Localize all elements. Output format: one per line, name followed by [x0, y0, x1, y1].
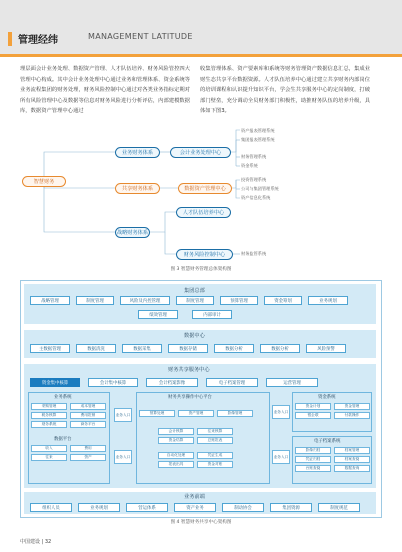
fig3-item: 投资管理系统 [241, 177, 267, 182]
fig4-archive-item: 凭证归档 [295, 456, 331, 463]
fig4-fund-title: 资金系统 [318, 395, 336, 400]
fig4-entry: 业务入口 [272, 450, 290, 464]
fig4-dp-item: 资产 [70, 454, 106, 461]
section-title: 管理经纬 [18, 35, 58, 46]
fig3-branch-share: 共享财务体系 [115, 183, 160, 194]
fig4-fund-item: 付款操作 [334, 412, 370, 419]
fig4-share-item: 运营管理 [266, 378, 318, 387]
fig4-share-item: 会计集中核算 [88, 378, 138, 387]
fig4-hq-item: 战略管理 [30, 296, 70, 305]
fig3-item: 资金系统 [241, 163, 258, 168]
fig3-item: 公司与集团管理系统 [241, 186, 279, 191]
fig4-hq-item: 资金筹划 [264, 296, 302, 305]
fig4-front-item: 制度规范 [318, 503, 360, 512]
fig4-archive-item: 影像归档 [295, 447, 331, 454]
fig4-biz-item: 税务核算 [31, 412, 67, 419]
body-column-left: 理层面会计业务处理、数据资产管理、人才队伍培养、财务风险管控四大管理中心构成。其中会计业务处理中心通过业务和管理体系、资金系统等业务流程集团的财务处理，财务风险控制中心通过对各类业务指标定期对所有风险管理中心及数据等信息对财务风险进行分析评估，内部建模数据库，数据资产管理中心通过 [20, 66, 190, 115]
fig3-item: 财务监管系统 [241, 251, 267, 256]
fig4-ops-item: 资产管理 [178, 410, 214, 417]
figure4-caption: 图 4 智慧财务共享中心架构图 [170, 520, 232, 525]
fig4-hq-item: 内部审计 [192, 310, 232, 319]
fig4-biz-item: 成本管理 [70, 403, 106, 410]
fig4-entry: 业务入口 [114, 450, 132, 464]
fig4-ops-item: 资金对账 [197, 461, 233, 468]
fig4-data-item: 数据分析 [214, 344, 254, 353]
fig4-biz-item: 采购管理 [31, 403, 67, 410]
page-footer: 中国建设 | 32 [20, 539, 52, 545]
fig4-ops-item: 资金结算 [158, 437, 194, 444]
fig3-center-risk: 财务风险控制中心 [176, 249, 233, 260]
fig3-item: 集团报表管理系统 [241, 137, 275, 142]
fig4-ops-item: 自动化处理 [158, 452, 194, 459]
fig4-archive-item: 数据查询 [334, 465, 370, 472]
fig3-center-data: 数据资产管理中心 [178, 183, 232, 194]
fig4-archive-item: 档案查阅 [334, 456, 370, 463]
fig4-hq-item: 绩效管理 [138, 310, 178, 319]
fig4-biz-title: 业务系统 [54, 395, 72, 400]
fig4-archive-item: 档案管理 [334, 447, 370, 454]
section-subtitle: MANAGEMENT LATITUDE [88, 32, 193, 41]
fig4-ops-item: 会计核算 [158, 428, 194, 435]
fig4-data-item: 数据清洗 [76, 344, 116, 353]
fig4-front-title: 业务前端 [184, 494, 205, 500]
fig4-data-item: 风险预警 [306, 344, 346, 353]
fig4-ops-item: 影像管理 [217, 410, 253, 417]
fig4-data-item: 主数据管理 [30, 344, 70, 353]
fig4-front-item: 组织人员 [30, 503, 72, 512]
fig4-biz-item: 商务平台 [70, 421, 106, 428]
fig4-ops-item: 预算处理 [139, 410, 175, 417]
fig4-front-item: 集团资源 [270, 503, 312, 512]
fig4-fund-item: 资金计划 [295, 403, 331, 410]
fig4-hq-item: 制度管理 [176, 296, 214, 305]
fig3-center-talent: 人才队伍培养中心 [176, 207, 231, 218]
fig4-hq-item: 预算管理 [220, 296, 258, 305]
fig4-hq-item: 制度管理 [76, 296, 114, 305]
fig4-fund-item: 资金管理 [334, 403, 370, 410]
figure3-caption: 图 3 智慧财务管理总体架构图 [170, 267, 232, 272]
fig4-data-item: 数据采集 [122, 344, 162, 353]
fig4-archive-title: 电子档案系统 [314, 439, 341, 444]
fig3-item: 财务管理系统 [241, 154, 267, 159]
fig4-share-item: 电子档案管理 [206, 378, 258, 387]
fig4-ops-item: 凭证生成 [197, 452, 233, 459]
fig4-data-item: 数据存储 [168, 344, 208, 353]
fig4-front-item: 制动协会 [222, 503, 264, 512]
fig4-ops-item: 往来核算 [197, 428, 233, 435]
fig4-biz-item: 财务系统 [31, 421, 67, 428]
fig3-center-accounting: 会计业务处理中心 [170, 147, 231, 158]
fig4-ops-title: 财务共享操作中心平台 [168, 395, 212, 400]
fig4-dp-item: 费用 [70, 445, 106, 452]
fig4-archive-item: 台账查阅 [295, 465, 331, 472]
fig3-item: 资产报表管理系统 [241, 128, 275, 133]
fig4-dp-item: 往来 [31, 454, 67, 461]
fig3-branch-strategy: 战略财务体系 [115, 227, 150, 238]
fig3-item: 资产信息化系统 [241, 195, 271, 200]
fig4-share-item: 会计档案影像 [146, 378, 198, 387]
fig4-data-title: 数据中心 [184, 333, 205, 339]
fig4-biz-item: 费用报销 [70, 412, 106, 419]
fig4-entry: 业务入口 [272, 405, 290, 419]
fig4-hq-item: 风险及内控管理 [120, 296, 170, 305]
fig4-front-item: 营运体系 [126, 503, 168, 512]
fig4-data-item: 数据分析 [260, 344, 300, 353]
fig4-hq-item: 业务规划 [308, 296, 348, 305]
fig4-fund-item: 银企联 [295, 412, 331, 419]
fig4-dp-title: 数据平台 [54, 437, 72, 442]
body-column-right: 收集管理体系、资产要素库和系统等财务管理资产数据信息汇总，集成业财生态共享平台数据资源。人才队伍培养中心通过建立共享财务内部岗位的培训课程和认识提升知识平台，学会生共享服务中心的定岗制度，打破部门壁垒，充分调动全员财务部门积极性，助推财务队伍的培养升级，具体如下图3。 [200, 66, 370, 115]
fig4-ops-item: 总账报表 [197, 437, 233, 444]
fig4-share-title: 财务共享服务中心 [168, 367, 210, 373]
fig3-branch-biz: 业务财务体系 [115, 147, 160, 158]
fig4-entry: 业务入口 [114, 408, 132, 422]
fig3-root: 智慧财务 [22, 176, 66, 187]
fig4-share-item: 资金集中核算 [30, 378, 80, 387]
fig4-hq-title: 集团总部 [184, 288, 205, 294]
fig4-ops-item: 报表出具 [158, 461, 194, 468]
fig4-front-item: 资产业务 [174, 503, 216, 512]
fig4-dp-item: 收入 [31, 445, 67, 452]
fig4-front-item: 业务规划 [78, 503, 120, 512]
